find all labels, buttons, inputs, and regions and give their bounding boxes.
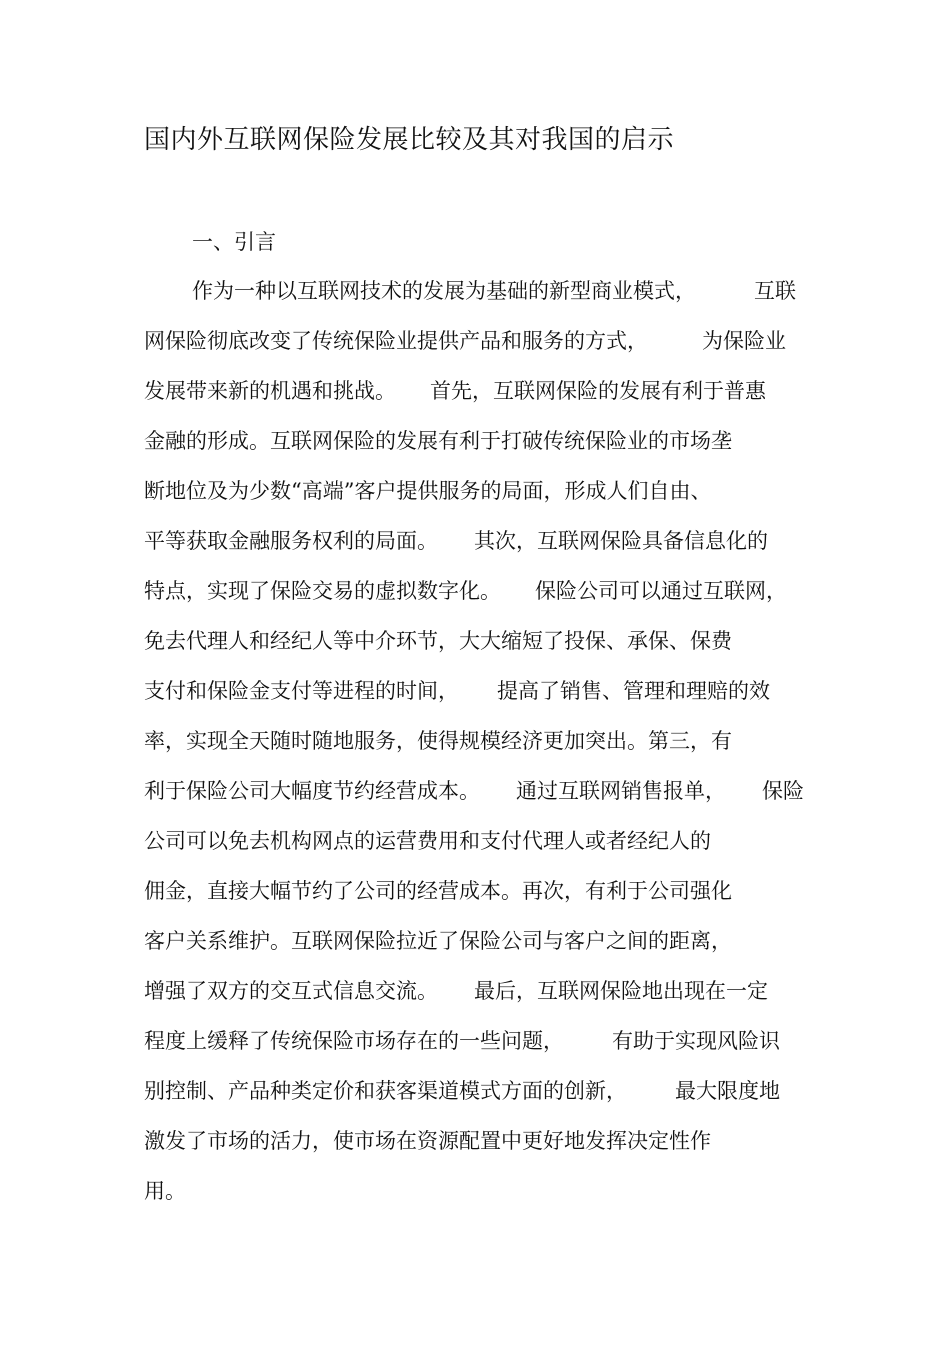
paragraph-line: [144, 273, 796, 309]
paragraph-line: [144, 623, 732, 659]
line-text: 保险公司可以通过互联网，: [535, 579, 787, 603]
line-text: 公司可以免去机构网点的运营费用和支付代理人或者经纪人的: [144, 829, 711, 853]
paragraph-line: [144, 773, 804, 809]
paragraph-line: [144, 423, 732, 459]
paragraph-line: [144, 373, 766, 409]
line-text: 为保险业: [702, 329, 786, 353]
paragraph-line: [144, 473, 711, 509]
line-text: 最大限度地: [675, 1079, 780, 1103]
line-text: 作为一种以互联网技术的发展为基础的新型商业模式，: [192, 279, 696, 303]
document-title: 国内外互联网保险发展比较及其对我国的启示: [144, 125, 675, 155]
line-text: 程度上缓释了传统保险市场存在的一些问题，: [144, 1029, 564, 1053]
line-text: 客户关系维护。互联网保险拉近了保险公司与客户之间的距离，: [144, 929, 732, 953]
paragraph-line: [144, 573, 787, 609]
line-text: 佣金，直接大幅节约了公司的经营成本。再次，有利于公司强化: [144, 879, 732, 903]
line-text: 断地位及为少数“高端”客户提供服务的局面，形成人们自由、: [144, 479, 712, 503]
line-text: 最后，互联网保险地出现在一定: [474, 979, 768, 1003]
line-text: 保险: [762, 779, 804, 803]
line-text: 提高了销售、管理和理赔的效: [497, 679, 770, 703]
line-text: 增强了双方的交互式信息交流。: [144, 979, 438, 1003]
line-text: 金融的形成。互联网保险的发展有利于打破传统保险业的市场垄: [144, 429, 732, 453]
paragraph-line: [144, 873, 732, 909]
paragraph-line: [144, 673, 770, 709]
paragraph-line: [144, 1073, 780, 1109]
section-heading: 一、引言: [192, 230, 276, 254]
line-text: 发展带来新的机遇和挑战。: [144, 379, 396, 403]
line-text: 其次，互联网保险具备信息化的: [474, 529, 768, 553]
paragraph-line: [144, 323, 786, 359]
line-text: 首先，互联网保险的发展有利于普惠: [430, 379, 766, 403]
line-text: 利于保险公司大幅度节约经营成本。: [144, 779, 480, 803]
line-text: 支付和保险金支付等进程的时间，: [144, 679, 459, 703]
line-text: 激发了市场的活力，使市场在资源配置中更好地发挥决定性作: [144, 1129, 711, 1153]
paragraph-line: [144, 523, 768, 559]
line-text: 免去代理人和经纪人等中介环节，大大缩短了投保、承保、保费: [144, 629, 732, 653]
line-text: 有助于实现风险识: [612, 1029, 780, 1053]
line-text: 通过互联网销售报单，: [516, 779, 726, 803]
paragraph-line: [144, 923, 732, 959]
paragraph-line: [144, 1173, 186, 1209]
line-text: 互联: [754, 279, 796, 303]
line-text: 特点，实现了保险交易的虚拟数字化。: [144, 579, 501, 603]
line-text: 用。: [144, 1179, 186, 1203]
paragraph-line: [144, 823, 711, 859]
paragraph-line: [144, 973, 768, 1009]
line-text: 别控制、产品种类定价和获客渠道模式方面的创新，: [144, 1079, 627, 1103]
paragraph-line: [144, 1123, 711, 1159]
paragraph-line: [144, 1023, 780, 1059]
line-text: 率，实现全天随时随地服务，使得规模经济更加突出。第三，有: [144, 729, 732, 753]
line-text: 平等获取金融服务权利的局面。: [144, 529, 438, 553]
paragraph-line: [144, 723, 732, 759]
line-text: 网保险彻底改变了传统保险业提供产品和服务的方式，: [144, 329, 648, 353]
